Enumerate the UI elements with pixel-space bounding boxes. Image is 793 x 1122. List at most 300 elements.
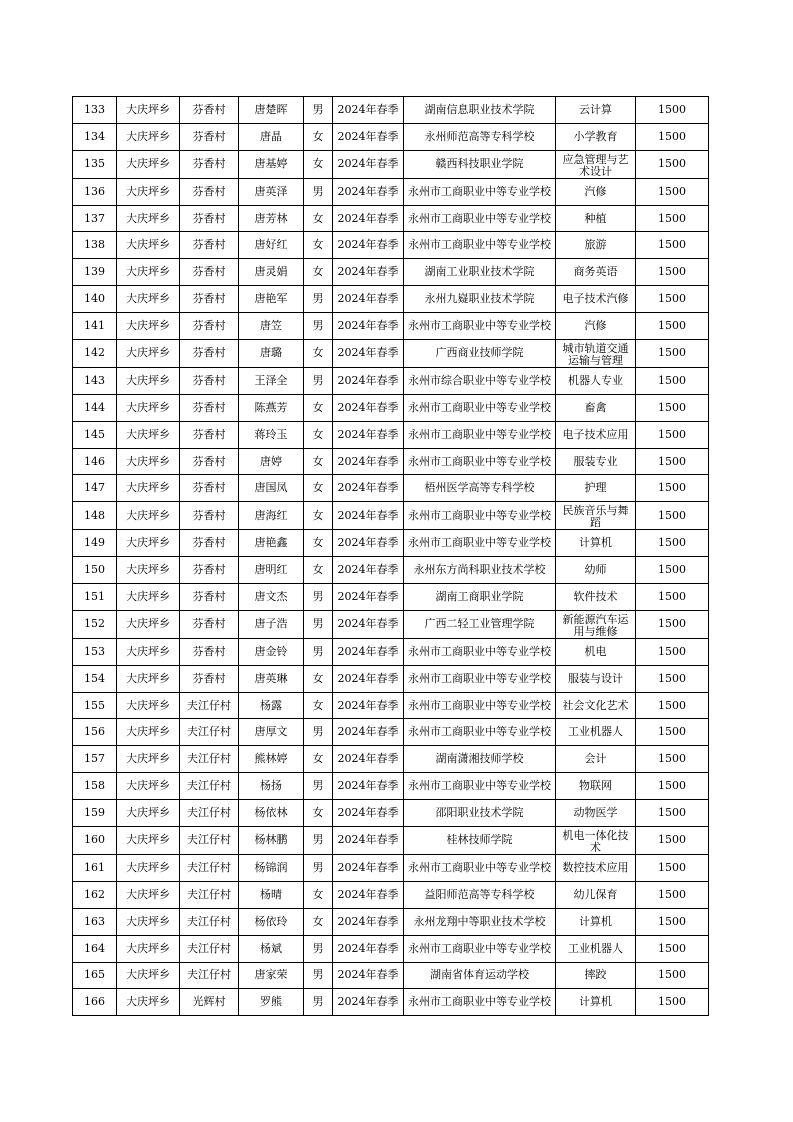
student-name-cell: 杨锦润	[239, 854, 304, 881]
student-name-cell: 唐英泽	[239, 178, 304, 205]
village-cell: 夫江仔村	[180, 719, 239, 746]
township-cell: 大庆坪乡	[117, 827, 180, 855]
amount-cell: 1500	[636, 502, 709, 530]
gender-cell: 女	[304, 530, 333, 557]
township-cell: 大庆坪乡	[117, 962, 180, 989]
table-row	[73, 530, 709, 557]
major-cell: 动物医学	[556, 800, 636, 827]
gender-cell: 男	[304, 773, 333, 800]
table-row	[73, 150, 709, 178]
amount-cell: 1500	[636, 989, 709, 1016]
school-cell: 永州市工商职业中等专业学校	[404, 205, 556, 232]
school-cell: 赣西科技职业学院	[404, 150, 556, 178]
township-cell: 大庆坪乡	[117, 800, 180, 827]
table-row	[73, 123, 709, 150]
amount-cell: 1500	[636, 421, 709, 448]
student-name-cell: 唐厚文	[239, 719, 304, 746]
row-number-cell: 133	[73, 97, 117, 124]
amount-cell: 1500	[636, 746, 709, 773]
village-cell: 夫江仔村	[180, 800, 239, 827]
student-name-cell: 王泽全	[239, 367, 304, 394]
student-name-cell: 唐国凤	[239, 475, 304, 502]
table-row	[73, 610, 709, 638]
term-cell: 2024年春季	[333, 800, 404, 827]
major-cell: 商务英语	[556, 259, 636, 286]
table-row	[73, 259, 709, 286]
gender-cell: 男	[304, 97, 333, 124]
student-name-cell: 唐英琳	[239, 665, 304, 692]
gender-cell: 女	[304, 232, 333, 259]
term-cell: 2024年春季	[333, 421, 404, 448]
township-cell: 大庆坪乡	[117, 881, 180, 908]
township-cell: 大庆坪乡	[117, 259, 180, 286]
term-cell: 2024年春季	[333, 854, 404, 881]
term-cell: 2024年春季	[333, 475, 404, 502]
township-cell: 大庆坪乡	[117, 610, 180, 638]
township-cell: 大庆坪乡	[117, 178, 180, 205]
term-cell: 2024年春季	[333, 123, 404, 150]
township-cell: 大庆坪乡	[117, 286, 180, 313]
school-cell: 永州市工商职业中等专业学校	[404, 692, 556, 719]
student-name-cell: 唐金铃	[239, 638, 304, 665]
table-row	[73, 989, 709, 1016]
gender-cell: 女	[304, 665, 333, 692]
township-cell: 大庆坪乡	[117, 232, 180, 259]
township-cell: 大庆坪乡	[117, 746, 180, 773]
village-cell: 光辉村	[180, 989, 239, 1016]
major-cell: 汽修	[556, 178, 636, 205]
amount-cell: 1500	[636, 448, 709, 475]
table-row	[73, 421, 709, 448]
student-name-cell: 唐家荣	[239, 962, 304, 989]
student-name-cell: 杨露	[239, 692, 304, 719]
major-cell: 机器人专业	[556, 367, 636, 394]
major-cell: 汽修	[556, 313, 636, 340]
major-cell: 计算机	[556, 530, 636, 557]
gender-cell: 男	[304, 610, 333, 638]
major-cell	[556, 340, 636, 368]
school-cell: 梧州医学高等专科学校	[404, 475, 556, 502]
gender-cell: 女	[304, 123, 333, 150]
term-cell: 2024年春季	[333, 881, 404, 908]
school-cell: 广西二轻工业管理学院	[404, 610, 556, 638]
village-cell: 芬香村	[180, 421, 239, 448]
row-number-cell: 162	[73, 881, 117, 908]
student-name-cell: 唐笠	[239, 313, 304, 340]
wrapped-cell-text: 应急管理与艺术设计	[562, 152, 629, 176]
school-cell: 永州师范高等专科学校	[404, 123, 556, 150]
term-cell: 2024年春季	[333, 448, 404, 475]
row-number-cell: 156	[73, 719, 117, 746]
row-number-cell: 140	[73, 286, 117, 313]
village-cell: 芬香村	[180, 530, 239, 557]
student-name-cell: 唐芳林	[239, 205, 304, 232]
village-cell: 芬香村	[180, 123, 239, 150]
row-number-cell: 157	[73, 746, 117, 773]
village-cell: 夫江仔村	[180, 692, 239, 719]
amount-cell: 1500	[636, 935, 709, 962]
table-row	[73, 313, 709, 340]
major-cell: 社会文化艺术	[556, 692, 636, 719]
term-cell: 2024年春季	[333, 773, 404, 800]
major-cell: 幼师	[556, 557, 636, 584]
gender-cell: 女	[304, 881, 333, 908]
amount-cell: 1500	[636, 123, 709, 150]
row-number-cell: 138	[73, 232, 117, 259]
township-cell: 大庆坪乡	[117, 773, 180, 800]
village-cell: 芬香村	[180, 232, 239, 259]
amount-cell: 1500	[636, 908, 709, 935]
school-cell: 永州九嶷职业技术学院	[404, 286, 556, 313]
student-name-cell: 唐婷	[239, 448, 304, 475]
township-cell: 大庆坪乡	[117, 719, 180, 746]
term-cell: 2024年春季	[333, 989, 404, 1016]
row-number-cell: 163	[73, 908, 117, 935]
amount-cell: 1500	[636, 827, 709, 855]
wrapped-cell-text: 机电一体化技术	[562, 829, 629, 853]
gender-cell: 女	[304, 746, 333, 773]
table-row	[73, 908, 709, 935]
village-cell: 夫江仔村	[180, 935, 239, 962]
student-name-cell: 唐好红	[239, 232, 304, 259]
school-cell: 永州市工商职业中等专业学校	[404, 502, 556, 530]
term-cell: 2024年春季	[333, 286, 404, 313]
row-number-cell: 166	[73, 989, 117, 1016]
row-number-cell: 148	[73, 502, 117, 530]
amount-cell: 1500	[636, 394, 709, 421]
school-cell: 桂林技师学院	[404, 827, 556, 855]
school-cell: 湖南信息职业技术学院	[404, 97, 556, 124]
table-row	[73, 340, 709, 368]
gender-cell: 男	[304, 854, 333, 881]
row-number-cell: 150	[73, 557, 117, 584]
amount-cell: 1500	[636, 530, 709, 557]
township-cell: 大庆坪乡	[117, 584, 180, 611]
row-number-cell: 159	[73, 800, 117, 827]
wrapped-cell-text: 城市轨道交通运输与管理	[562, 342, 629, 366]
major-cell: 会计	[556, 746, 636, 773]
gender-cell: 女	[304, 800, 333, 827]
village-cell: 夫江仔村	[180, 881, 239, 908]
row-number-cell: 158	[73, 773, 117, 800]
village-cell: 夫江仔村	[180, 962, 239, 989]
row-number-cell: 164	[73, 935, 117, 962]
village-cell: 芬香村	[180, 502, 239, 530]
amount-cell: 1500	[636, 773, 709, 800]
table-row	[73, 773, 709, 800]
amount-cell: 1500	[636, 962, 709, 989]
row-number-cell: 149	[73, 530, 117, 557]
gender-cell: 女	[304, 150, 333, 178]
table-row	[73, 881, 709, 908]
table-row	[73, 584, 709, 611]
major-cell: 护理	[556, 475, 636, 502]
gender-cell: 男	[304, 719, 333, 746]
village-cell: 芬香村	[180, 286, 239, 313]
amount-cell: 1500	[636, 854, 709, 881]
term-cell: 2024年春季	[333, 232, 404, 259]
student-name-cell: 罗熊	[239, 989, 304, 1016]
amount-cell: 1500	[636, 638, 709, 665]
village-cell: 夫江仔村	[180, 908, 239, 935]
township-cell: 大庆坪乡	[117, 394, 180, 421]
village-cell: 夫江仔村	[180, 746, 239, 773]
township-cell: 大庆坪乡	[117, 638, 180, 665]
row-number-cell: 142	[73, 340, 117, 368]
school-cell: 永州市综合职业中等专业学校	[404, 367, 556, 394]
gender-cell: 男	[304, 935, 333, 962]
village-cell: 芬香村	[180, 259, 239, 286]
term-cell: 2024年春季	[333, 935, 404, 962]
amount-cell: 1500	[636, 719, 709, 746]
table-row	[73, 638, 709, 665]
table-row	[73, 719, 709, 746]
major-cell: 工业机器人	[556, 935, 636, 962]
table-row	[73, 475, 709, 502]
student-name-cell: 杨依玲	[239, 908, 304, 935]
term-cell: 2024年春季	[333, 150, 404, 178]
term-cell: 2024年春季	[333, 340, 404, 368]
school-cell: 永州市工商职业中等专业学校	[404, 719, 556, 746]
amount-cell: 1500	[636, 313, 709, 340]
school-cell: 益阳师范高等专科学校	[404, 881, 556, 908]
student-name-cell: 杨晴	[239, 881, 304, 908]
township-cell: 大庆坪乡	[117, 313, 180, 340]
row-number-cell: 165	[73, 962, 117, 989]
table-body	[73, 97, 709, 1016]
table-row	[73, 367, 709, 394]
row-number-cell: 147	[73, 475, 117, 502]
school-cell: 永州市工商职业中等专业学校	[404, 530, 556, 557]
township-cell: 大庆坪乡	[117, 340, 180, 368]
row-number-cell: 139	[73, 259, 117, 286]
village-cell: 芬香村	[180, 340, 239, 368]
amount-cell: 1500	[636, 259, 709, 286]
term-cell: 2024年春季	[333, 746, 404, 773]
term-cell: 2024年春季	[333, 610, 404, 638]
township-cell: 大庆坪乡	[117, 475, 180, 502]
table-row	[73, 962, 709, 989]
gender-cell: 男	[304, 638, 333, 665]
major-cell	[556, 502, 636, 530]
amount-cell: 1500	[636, 97, 709, 124]
amount-cell: 1500	[636, 178, 709, 205]
school-cell: 湖南工商职业学院	[404, 584, 556, 611]
township-cell: 大庆坪乡	[117, 97, 180, 124]
school-cell: 永州市工商职业中等专业学校	[404, 178, 556, 205]
school-cell: 永州市工商职业中等专业学校	[404, 665, 556, 692]
major-cell: 电子技术应用	[556, 421, 636, 448]
term-cell: 2024年春季	[333, 827, 404, 855]
subsidy-table	[72, 96, 709, 1016]
term-cell: 2024年春季	[333, 638, 404, 665]
table-row	[73, 557, 709, 584]
student-name-cell: 杨扬	[239, 773, 304, 800]
school-cell: 永州市工商职业中等专业学校	[404, 638, 556, 665]
gender-cell: 男	[304, 584, 333, 611]
township-cell: 大庆坪乡	[117, 692, 180, 719]
village-cell: 夫江仔村	[180, 854, 239, 881]
major-cell: 计算机	[556, 989, 636, 1016]
school-cell: 邵阳职业技术学院	[404, 800, 556, 827]
table-row	[73, 502, 709, 530]
major-cell: 机电	[556, 638, 636, 665]
school-cell: 永州市工商职业中等专业学校	[404, 448, 556, 475]
term-cell: 2024年春季	[333, 205, 404, 232]
table-row	[73, 854, 709, 881]
student-name-cell: 杨斌	[239, 935, 304, 962]
term-cell: 2024年春季	[333, 530, 404, 557]
township-cell: 大庆坪乡	[117, 367, 180, 394]
student-name-cell: 熊林婷	[239, 746, 304, 773]
village-cell: 夫江仔村	[180, 773, 239, 800]
school-cell: 湖南省体育运动学校	[404, 962, 556, 989]
amount-cell: 1500	[636, 205, 709, 232]
term-cell: 2024年春季	[333, 394, 404, 421]
table-row	[73, 394, 709, 421]
gender-cell: 女	[304, 692, 333, 719]
term-cell: 2024年春季	[333, 502, 404, 530]
village-cell: 芬香村	[180, 313, 239, 340]
township-cell: 大庆坪乡	[117, 123, 180, 150]
village-cell: 芬香村	[180, 557, 239, 584]
school-cell: 永州龙翔中等职业技术学校	[404, 908, 556, 935]
student-name-cell: 杨依林	[239, 800, 304, 827]
row-number-cell: 141	[73, 313, 117, 340]
term-cell: 2024年春季	[333, 557, 404, 584]
gender-cell: 女	[304, 502, 333, 530]
row-number-cell: 160	[73, 827, 117, 855]
amount-cell: 1500	[636, 610, 709, 638]
gender-cell: 女	[304, 557, 333, 584]
table-row	[73, 205, 709, 232]
amount-cell: 1500	[636, 475, 709, 502]
major-cell: 小学教育	[556, 123, 636, 150]
major-cell: 幼儿保育	[556, 881, 636, 908]
major-cell: 摔跤	[556, 962, 636, 989]
township-cell: 大庆坪乡	[117, 908, 180, 935]
table-row	[73, 448, 709, 475]
amount-cell: 1500	[636, 692, 709, 719]
township-cell: 大庆坪乡	[117, 989, 180, 1016]
gender-cell: 男	[304, 989, 333, 1016]
row-number-cell: 153	[73, 638, 117, 665]
gender-cell: 男	[304, 962, 333, 989]
table-row	[73, 746, 709, 773]
row-number-cell: 152	[73, 610, 117, 638]
amount-cell: 1500	[636, 584, 709, 611]
township-cell: 大庆坪乡	[117, 854, 180, 881]
township-cell: 大庆坪乡	[117, 502, 180, 530]
school-cell: 永州市工商职业中等专业学校	[404, 394, 556, 421]
gender-cell: 女	[304, 259, 333, 286]
amount-cell: 1500	[636, 881, 709, 908]
township-cell: 大庆坪乡	[117, 935, 180, 962]
amount-cell: 1500	[636, 367, 709, 394]
wrapped-cell-text: 民族音乐与舞蹈	[562, 504, 629, 528]
village-cell: 芬香村	[180, 205, 239, 232]
gender-cell: 女	[304, 448, 333, 475]
major-cell: 物联网	[556, 773, 636, 800]
school-cell: 永州市工商职业中等专业学校	[404, 313, 556, 340]
student-name-cell: 陈燕芳	[239, 394, 304, 421]
village-cell: 芬香村	[180, 150, 239, 178]
table-row	[73, 827, 709, 855]
major-cell: 畜禽	[556, 394, 636, 421]
student-name-cell: 唐文杰	[239, 584, 304, 611]
village-cell: 芬香村	[180, 638, 239, 665]
village-cell: 芬香村	[180, 665, 239, 692]
village-cell: 芬香村	[180, 394, 239, 421]
school-cell: 湖南潇湘技师学校	[404, 746, 556, 773]
table-row	[73, 97, 709, 124]
major-cell: 服装与设计	[556, 665, 636, 692]
major-cell: 旅游	[556, 232, 636, 259]
amount-cell: 1500	[636, 340, 709, 368]
gender-cell: 女	[304, 394, 333, 421]
school-cell: 广西商业技师学院	[404, 340, 556, 368]
township-cell: 大庆坪乡	[117, 150, 180, 178]
major-cell	[556, 827, 636, 855]
row-number-cell: 151	[73, 584, 117, 611]
row-number-cell: 155	[73, 692, 117, 719]
major-cell: 工业机器人	[556, 719, 636, 746]
major-cell: 电子技术汽修	[556, 286, 636, 313]
student-name-cell: 唐灵娟	[239, 259, 304, 286]
amount-cell: 1500	[636, 150, 709, 178]
table-row	[73, 232, 709, 259]
gender-cell: 女	[304, 475, 333, 502]
student-name-cell: 唐楚晖	[239, 97, 304, 124]
amount-cell: 1500	[636, 665, 709, 692]
row-number-cell: 134	[73, 123, 117, 150]
row-number-cell: 135	[73, 150, 117, 178]
major-cell: 软件技术	[556, 584, 636, 611]
row-number-cell: 144	[73, 394, 117, 421]
township-cell: 大庆坪乡	[117, 530, 180, 557]
term-cell: 2024年春季	[333, 962, 404, 989]
amount-cell: 1500	[636, 232, 709, 259]
student-name-cell: 唐基婷	[239, 150, 304, 178]
row-number-cell: 146	[73, 448, 117, 475]
school-cell: 永州市工商职业中等专业学校	[404, 854, 556, 881]
major-cell	[556, 150, 636, 178]
wrapped-cell-text: 新能源汽车运用与维修	[562, 612, 629, 636]
township-cell: 大庆坪乡	[117, 665, 180, 692]
row-number-cell: 136	[73, 178, 117, 205]
amount-cell: 1500	[636, 557, 709, 584]
village-cell: 夫江仔村	[180, 827, 239, 855]
row-number-cell: 154	[73, 665, 117, 692]
major-cell: 数控技术应用	[556, 854, 636, 881]
student-name-cell: 蒋玲玉	[239, 421, 304, 448]
term-cell: 2024年春季	[333, 584, 404, 611]
school-cell: 永州市工商职业中等专业学校	[404, 232, 556, 259]
student-name-cell: 唐艳军	[239, 286, 304, 313]
gender-cell: 男	[304, 178, 333, 205]
school-cell: 永州东方尚科职业技术学校	[404, 557, 556, 584]
term-cell: 2024年春季	[333, 313, 404, 340]
township-cell: 大庆坪乡	[117, 557, 180, 584]
student-name-cell: 杨林鹏	[239, 827, 304, 855]
school-cell: 永州市工商职业中等专业学校	[404, 421, 556, 448]
village-cell: 芬香村	[180, 178, 239, 205]
major-cell	[556, 610, 636, 638]
row-number-cell: 145	[73, 421, 117, 448]
school-cell: 永州市工商职业中等专业学校	[404, 935, 556, 962]
row-number-cell: 143	[73, 367, 117, 394]
gender-cell: 男	[304, 286, 333, 313]
